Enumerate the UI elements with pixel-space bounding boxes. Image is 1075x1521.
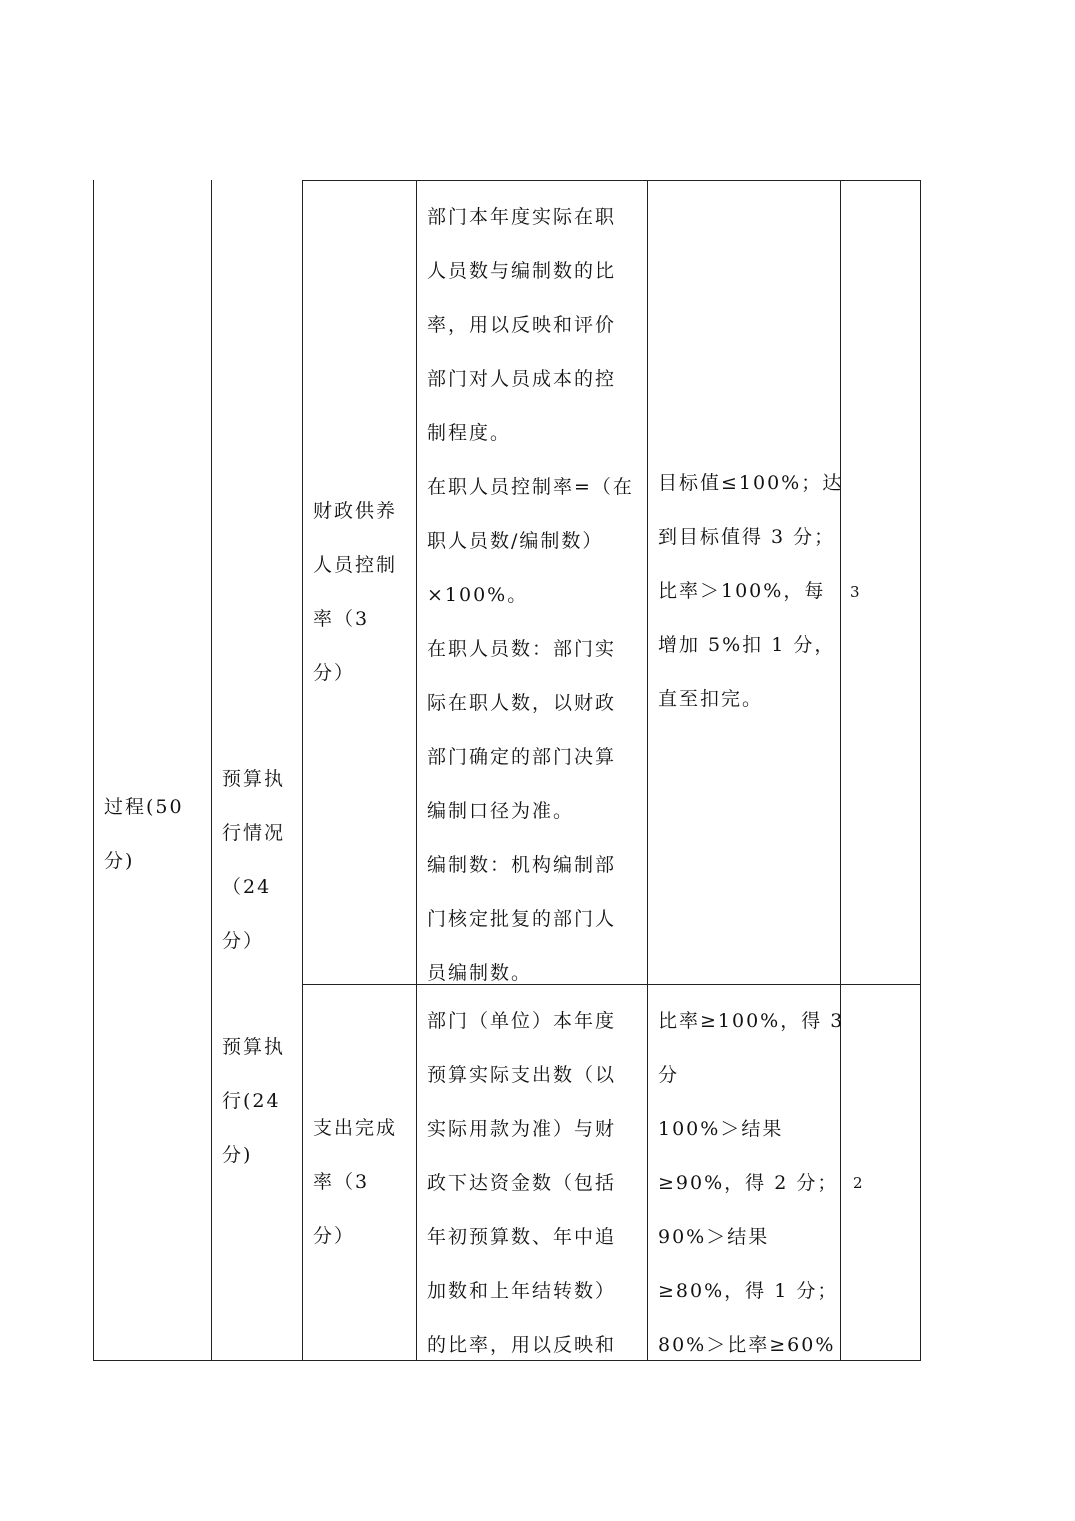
criteria-line: 比率＞100%，每 — [658, 580, 826, 602]
description-line: 人员数与编制数的比 — [427, 260, 617, 282]
subcategory-line: 行(24 — [222, 1090, 281, 1112]
subcategory-line: （24 — [222, 876, 272, 898]
subcategory-line: 行情况 — [222, 822, 286, 844]
criteria-line: 分 — [658, 1064, 680, 1086]
indicator-line: 人员控制 — [313, 554, 398, 576]
row1-description-cell — [427, 190, 634, 1000]
description-line: 制程度。 — [427, 422, 512, 444]
description-line: 的比率，用以反映和 — [427, 1334, 617, 1356]
criteria-line: 100%＞结果 — [658, 1118, 784, 1140]
description-line: ×100%。 — [427, 584, 529, 606]
row1-score: 3 — [850, 583, 860, 601]
row2-description-cell — [427, 994, 616, 1372]
criteria-line: 增加 5%扣 1 分， — [658, 634, 836, 656]
table-border-top — [302, 180, 921, 181]
criteria-line: 目标值≤100%；达 — [658, 472, 844, 494]
subcategory-line: 分） — [222, 930, 265, 952]
category-line: 分) — [104, 850, 135, 872]
criteria-line: 直至扣完。 — [658, 688, 764, 710]
row2-score: 2 — [853, 1174, 863, 1192]
description-line: 际在职人数，以财政 — [427, 692, 617, 714]
description-line: 部门本年度实际在职 — [427, 206, 617, 228]
table-divider-col4 — [416, 180, 417, 1361]
description-line: 在职人员数：部门实 — [427, 638, 617, 660]
subcategory-line: 预算执 — [222, 768, 286, 790]
description-line: 政下达资金数（包括 — [427, 1172, 617, 1194]
indicator-line: 分） — [313, 1225, 356, 1247]
criteria-line: 80%＞比率≥60% — [658, 1334, 836, 1356]
row1-indicator-cell — [313, 484, 397, 700]
description-line: 加数和上年结转数） — [427, 1280, 617, 1302]
criteria-line: ≥80%，得 1 分； — [658, 1280, 839, 1302]
indicator-line: 率（3 — [313, 1171, 370, 1193]
description-line: 部门（单位）本年度 — [427, 1010, 617, 1032]
criteria-line: 比率≥100%，得 3 — [658, 1010, 845, 1032]
table-divider-col5 — [647, 180, 648, 1361]
description-line: 预算实际支出数（以 — [427, 1064, 617, 1086]
subcategory-bottom-cell — [222, 1020, 285, 1182]
row2-indicator-cell — [313, 1101, 397, 1263]
table-border-right — [920, 180, 921, 1361]
description-line: 部门对人员成本的控 — [427, 368, 617, 390]
table-divider-col2 — [211, 180, 212, 1361]
indicator-line: 财政供养 — [313, 500, 398, 522]
criteria-line: 90%＞结果 — [658, 1226, 770, 1248]
description-line: 率，用以反映和评价 — [427, 314, 617, 336]
description-line: 职人员数/编制数） — [427, 530, 604, 552]
subcategory-line: 预算执 — [222, 1036, 286, 1058]
criteria-line: 到目标值得 3 分； — [658, 526, 836, 548]
description-line: 部门确定的部门决算 — [427, 746, 617, 768]
criteria-line: ≥90%，得 2 分； — [658, 1172, 839, 1194]
description-line: 编制数：机构编制部 — [427, 854, 617, 876]
description-line: 门核定批复的部门人 — [427, 908, 617, 930]
indicator-line: 支出完成 — [313, 1117, 398, 1139]
description-line: 编制口径为准。 — [427, 800, 575, 822]
row1-criteria-cell — [658, 456, 843, 726]
description-line: 实际用款为准）与财 — [427, 1118, 617, 1140]
category-line: 过程(50 — [104, 796, 184, 818]
table-divider-col3 — [302, 180, 303, 1361]
subcategory-line: 分) — [222, 1144, 253, 1166]
description-line: 在职人员控制率=（在 — [427, 476, 634, 498]
category-cell — [104, 780, 184, 888]
indicator-line: 分） — [313, 662, 356, 684]
description-line: 员编制数。 — [427, 962, 533, 984]
row2-criteria-cell — [658, 994, 844, 1372]
indicator-line: 率（3 — [313, 608, 370, 630]
subcategory-top-cell — [222, 752, 285, 968]
table-border-left — [93, 180, 94, 1361]
description-line: 年初预算数、年中追 — [427, 1226, 617, 1248]
